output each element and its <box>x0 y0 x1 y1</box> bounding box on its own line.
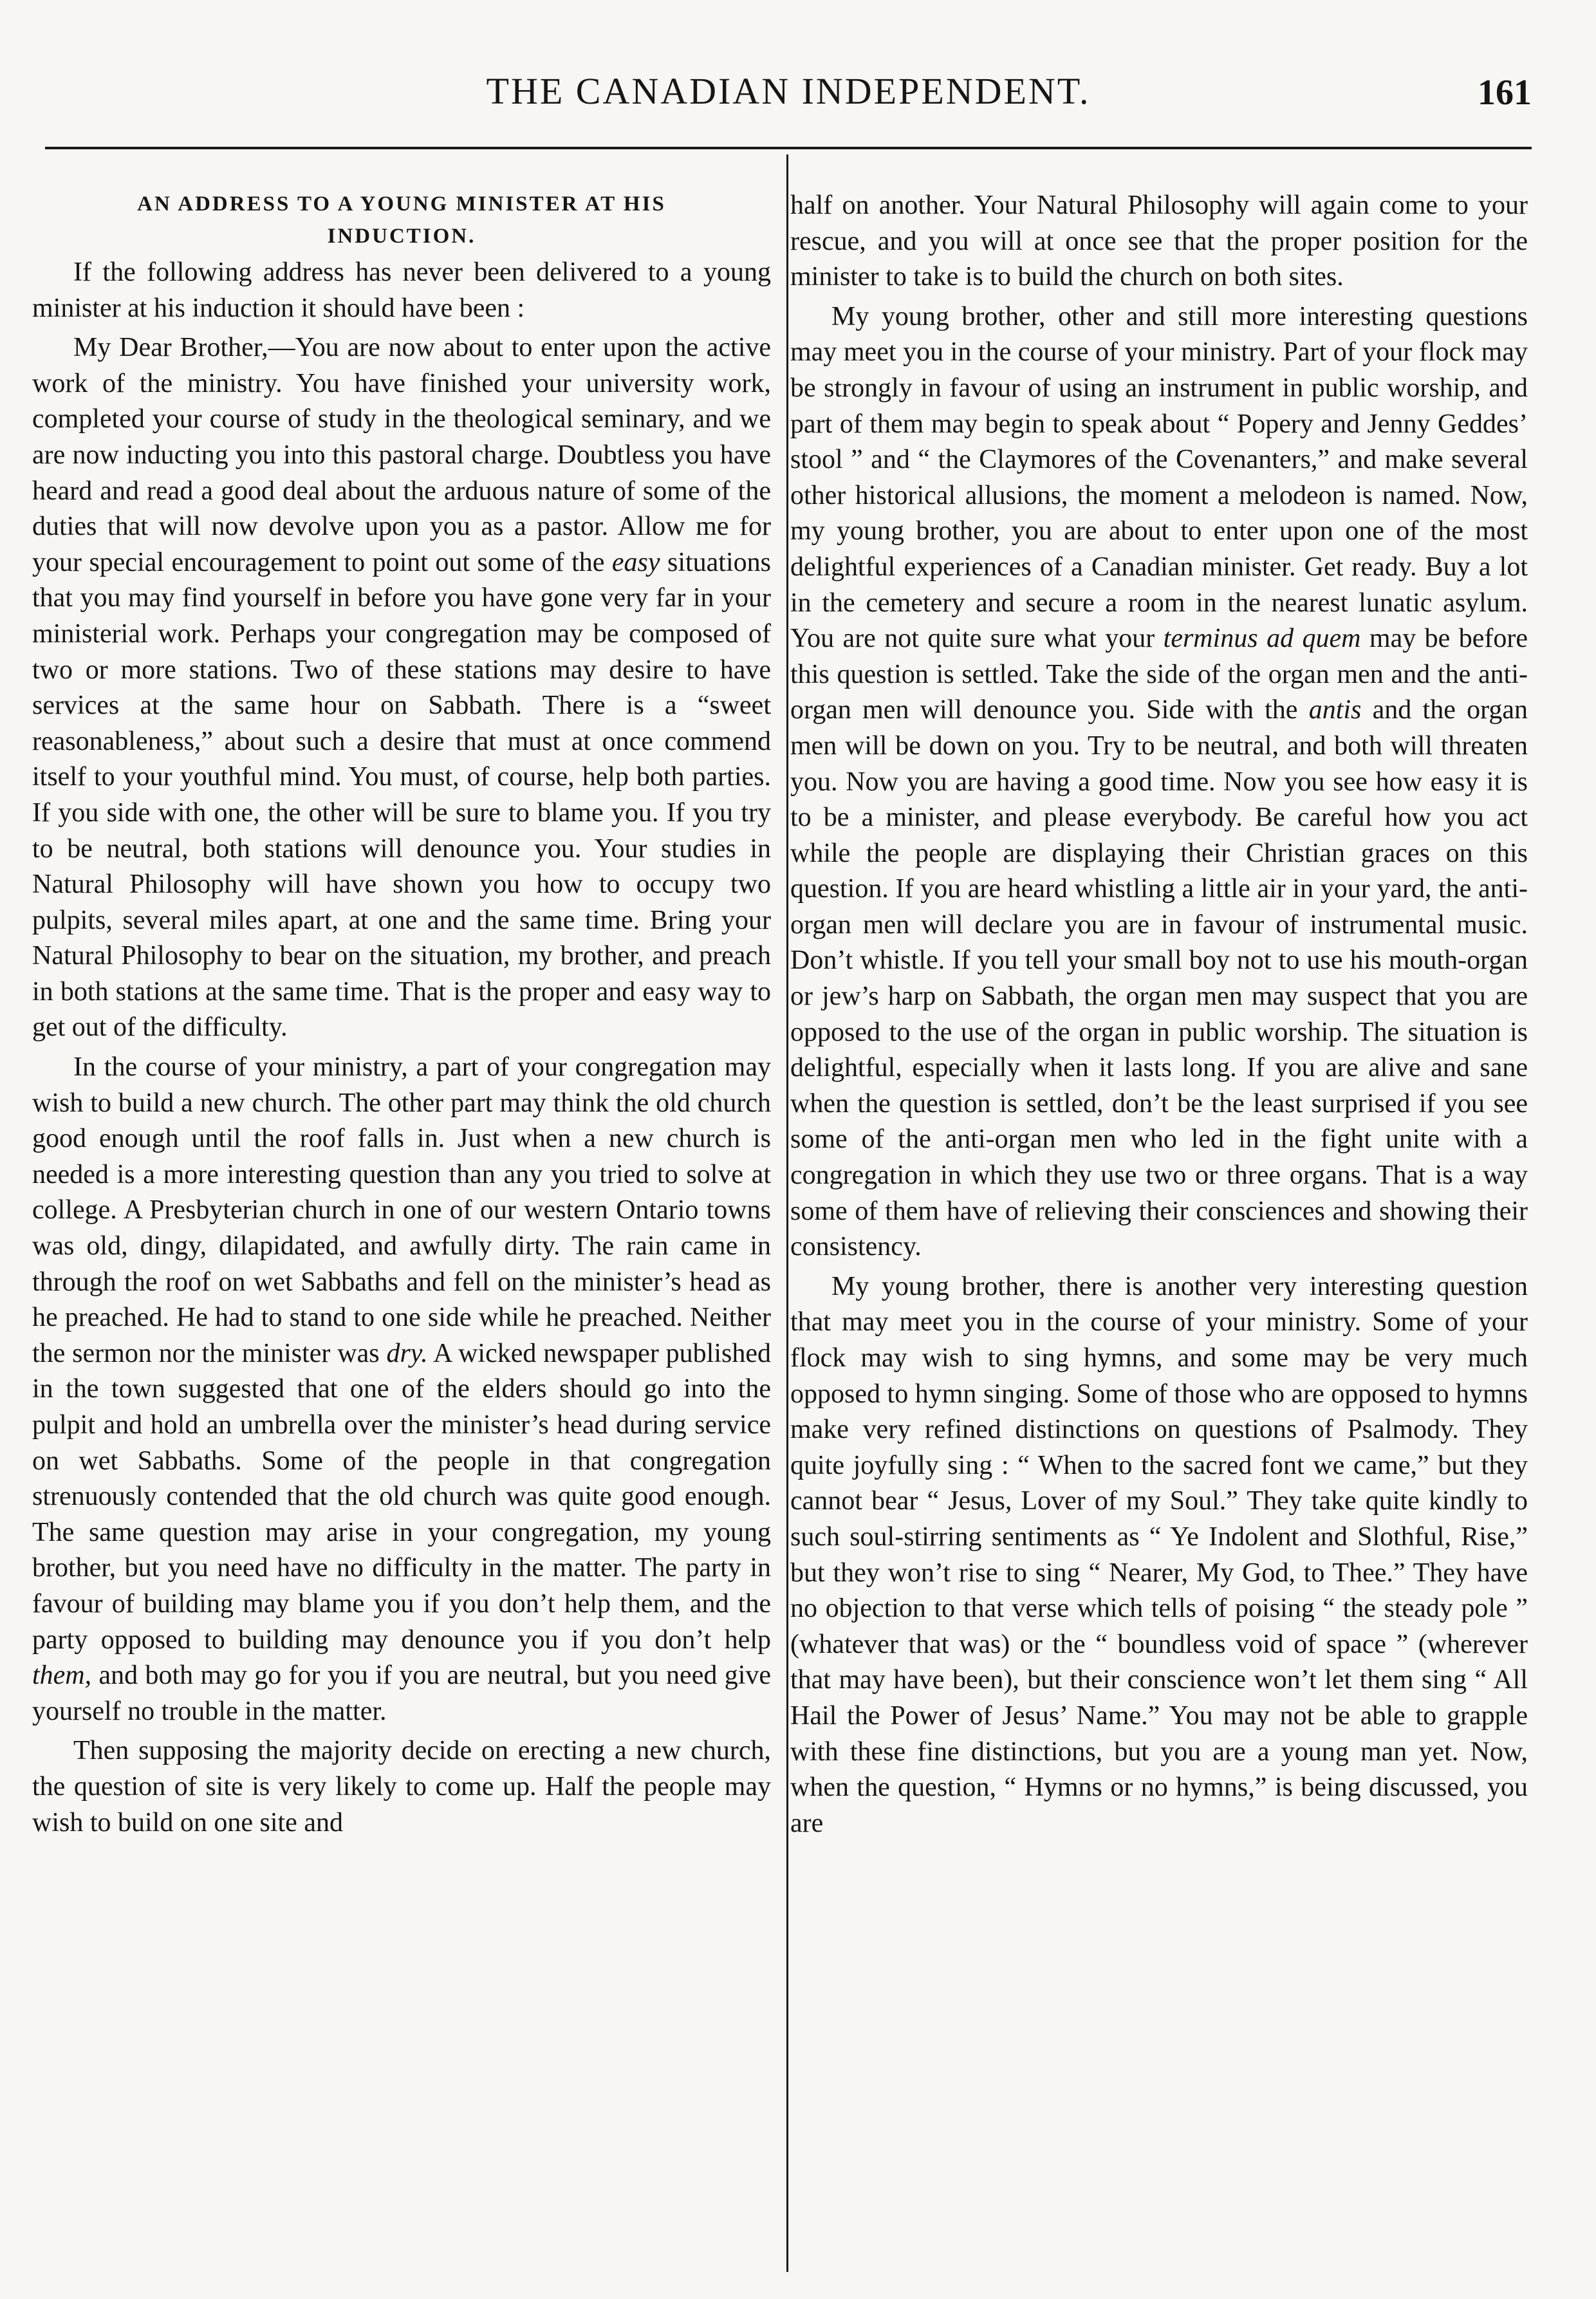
article-heading-line2: INDUCTION. <box>327 225 476 248</box>
paragraph-intro: If the following address has never been delivered to a young minister at his induction it should have been : <box>32 257 771 323</box>
article-heading <box>32 188 771 252</box>
paragraph-site-continued: half on another. Your Natural Philosophy will again come to your rescue, and you will at once see that the proper position for the minister to take is to build the church on both sites. <box>790 191 1528 292</box>
paragraph-hymns-question: My young brother, there is another very interesting question that may meet you in the course of your ministry. Some of your flock may wish to sing hymns, and some may be very much opposed to hymn singing. Some of those who are opposed to hymns make very refined distinctions on questions of Psalmody. They quite joyfully sing : “ When to the sacred font we came,” but they cannot bear “ Jesus, Lover of my Soul.” They take quite kindly to such soul-stirring sentiments as “ Ye Indolent and Slothful, Rise,” but they won’t rise to sing “ Nearer, My God, to Thee.” They have no objection to that verse which tells of poising “ the steady pole ” (whatever that was) or the “ boundless void of space ” (wherever that may have been), but their conscience won’t let them sing “ All Hail the Power of Jesus’ Name.” You may not be able to grapple with these fine distinctions, but you are a young man yet. Now, when the question, “ Hymns or no hymns,” is being discussed, you are <box>790 1271 1528 1838</box>
left-column <box>32 188 771 2286</box>
page-header <box>45 70 1532 134</box>
paragraph-organ-question: My young brother, other and still more interesting questions may meet you in the course of your ministry. Part of your flock may be strongly in favour of using an instrument in public worship, and part of them may begin to speak about “ Popery and Jenny Geddes’ stool ” and “ the Claymores of the Covenanters,” and make several other historical allusions, the moment a melodeon is named. Now, my young brother, you are about to enter upon one of the most delightful experiences of a Canadian minister. Get ready. Buy a lot in the cemetery and secure a room in the nearest lunatic asylum. You are not quite sure what your terminus ad quem may be before this question is settled. Take the side of the organ men and the anti-organ men will denounce you. Side with the antis and the organ men will be down on you. Try to be neutral, and both will threaten you. Now you are having a good time. Now you see how easy it is to be a minister, and please everybody. Be careful how you act while the people are displaying their Christian graces on this question. If you are heard whistling a little air in your yard, the anti-organ men will declare you are in favour of instrumental music. Don’t whistle. If you tell your small boy not to use his mouth-organ or jew’s harp on Sabbath, the organ men may suspect that you are opposed to the use of the organ in public worship. The situation is delightful, especially when it lasts long. If you are alive and sane when the question is settled, don’t be the least surprised if you see some of the anti-organ men who led in the fight unite with a congregation in which they use two or three organs. That is a way some of them have of relieving their consciences and showing their consistency. <box>790 301 1528 1262</box>
paragraph-dear-brother: My Dear Brother,—You are now about to enter upon the active work of the ministry. You have finished your university work, completed your course of study in the theological seminary, and we are now inducting you into this pastoral charge. Doubtless you have heard and read a good deal about the arduous nature of some of the duties that will now devolve upon you as a pastor. Allow me for your special encouragement to point out some of the easy situations that you may find yourself in before you have gone very far in your ministerial work. Perhaps your congregation may be composed of two or more stations. Two of these stations may desire to have services at the same hour on Sabbath. There is a “sweet reasonableness,” about such a desire that must at once commend itself to your youthful mind. You must, of course, help both parties. If you side with one, the other will be sure to blame you. If you try to be neutral, both stations will denounce you. Your studies in Natural Philosophy will have shown you how to occupy two pulpits, several miles apart, at one and the same time. Bring your Natural Philosophy to bear on the situation, my brother, and preach in both stations at the same time. That is the proper and easy way to get out of the difficulty. <box>32 333 771 1043</box>
right-column <box>790 188 1528 2286</box>
page-number: 161 <box>1478 73 1532 113</box>
article-heading-line1: AN ADDRESS TO A YOUNG MINISTER AT HIS <box>137 192 666 216</box>
paragraph-new-church: In the course of your ministry, a part of your congregation may wish to build a new church. The other part may think the old church good enough until the roof falls in. Just when a new church is needed is a more interesting question than any you tried to solve at college. A Presbyterian church in one of our western Ontario towns was old, dingy, dilapidated, and awfully dirty. The rain came in through the roof on wet Sabbaths and fell on the minister’s head as he preached. He had to stand to one side while he preached. Neither the sermon nor the minister was dry. A wicked newspaper published in the town suggested that one of the elders should go into the pulpit and hold an umbrella over the minister’s head during service on wet Sabbaths. Some of the people in that congregation strenuously contended that the old church was quite good enough. The same question may arise in your congregation, my young brother, but you need have no difficulty in the matter. The party in favour of building may blame you if you don’t help them, and the party opposed to building may denounce you if you don’t help them, and both may go for you if you are neutral, but you need give yourself no trouble in the matter. <box>32 1052 771 1726</box>
column-rule <box>786 154 788 2272</box>
header-rule <box>45 147 1532 149</box>
paragraph-site-question: Then supposing the majority decide on erecting a new church, the question of site is very likely to come up. Half the people may wish to build on one site and <box>32 1736 771 1838</box>
running-title: THE CANADIAN INDEPENDENT. <box>486 70 1091 112</box>
